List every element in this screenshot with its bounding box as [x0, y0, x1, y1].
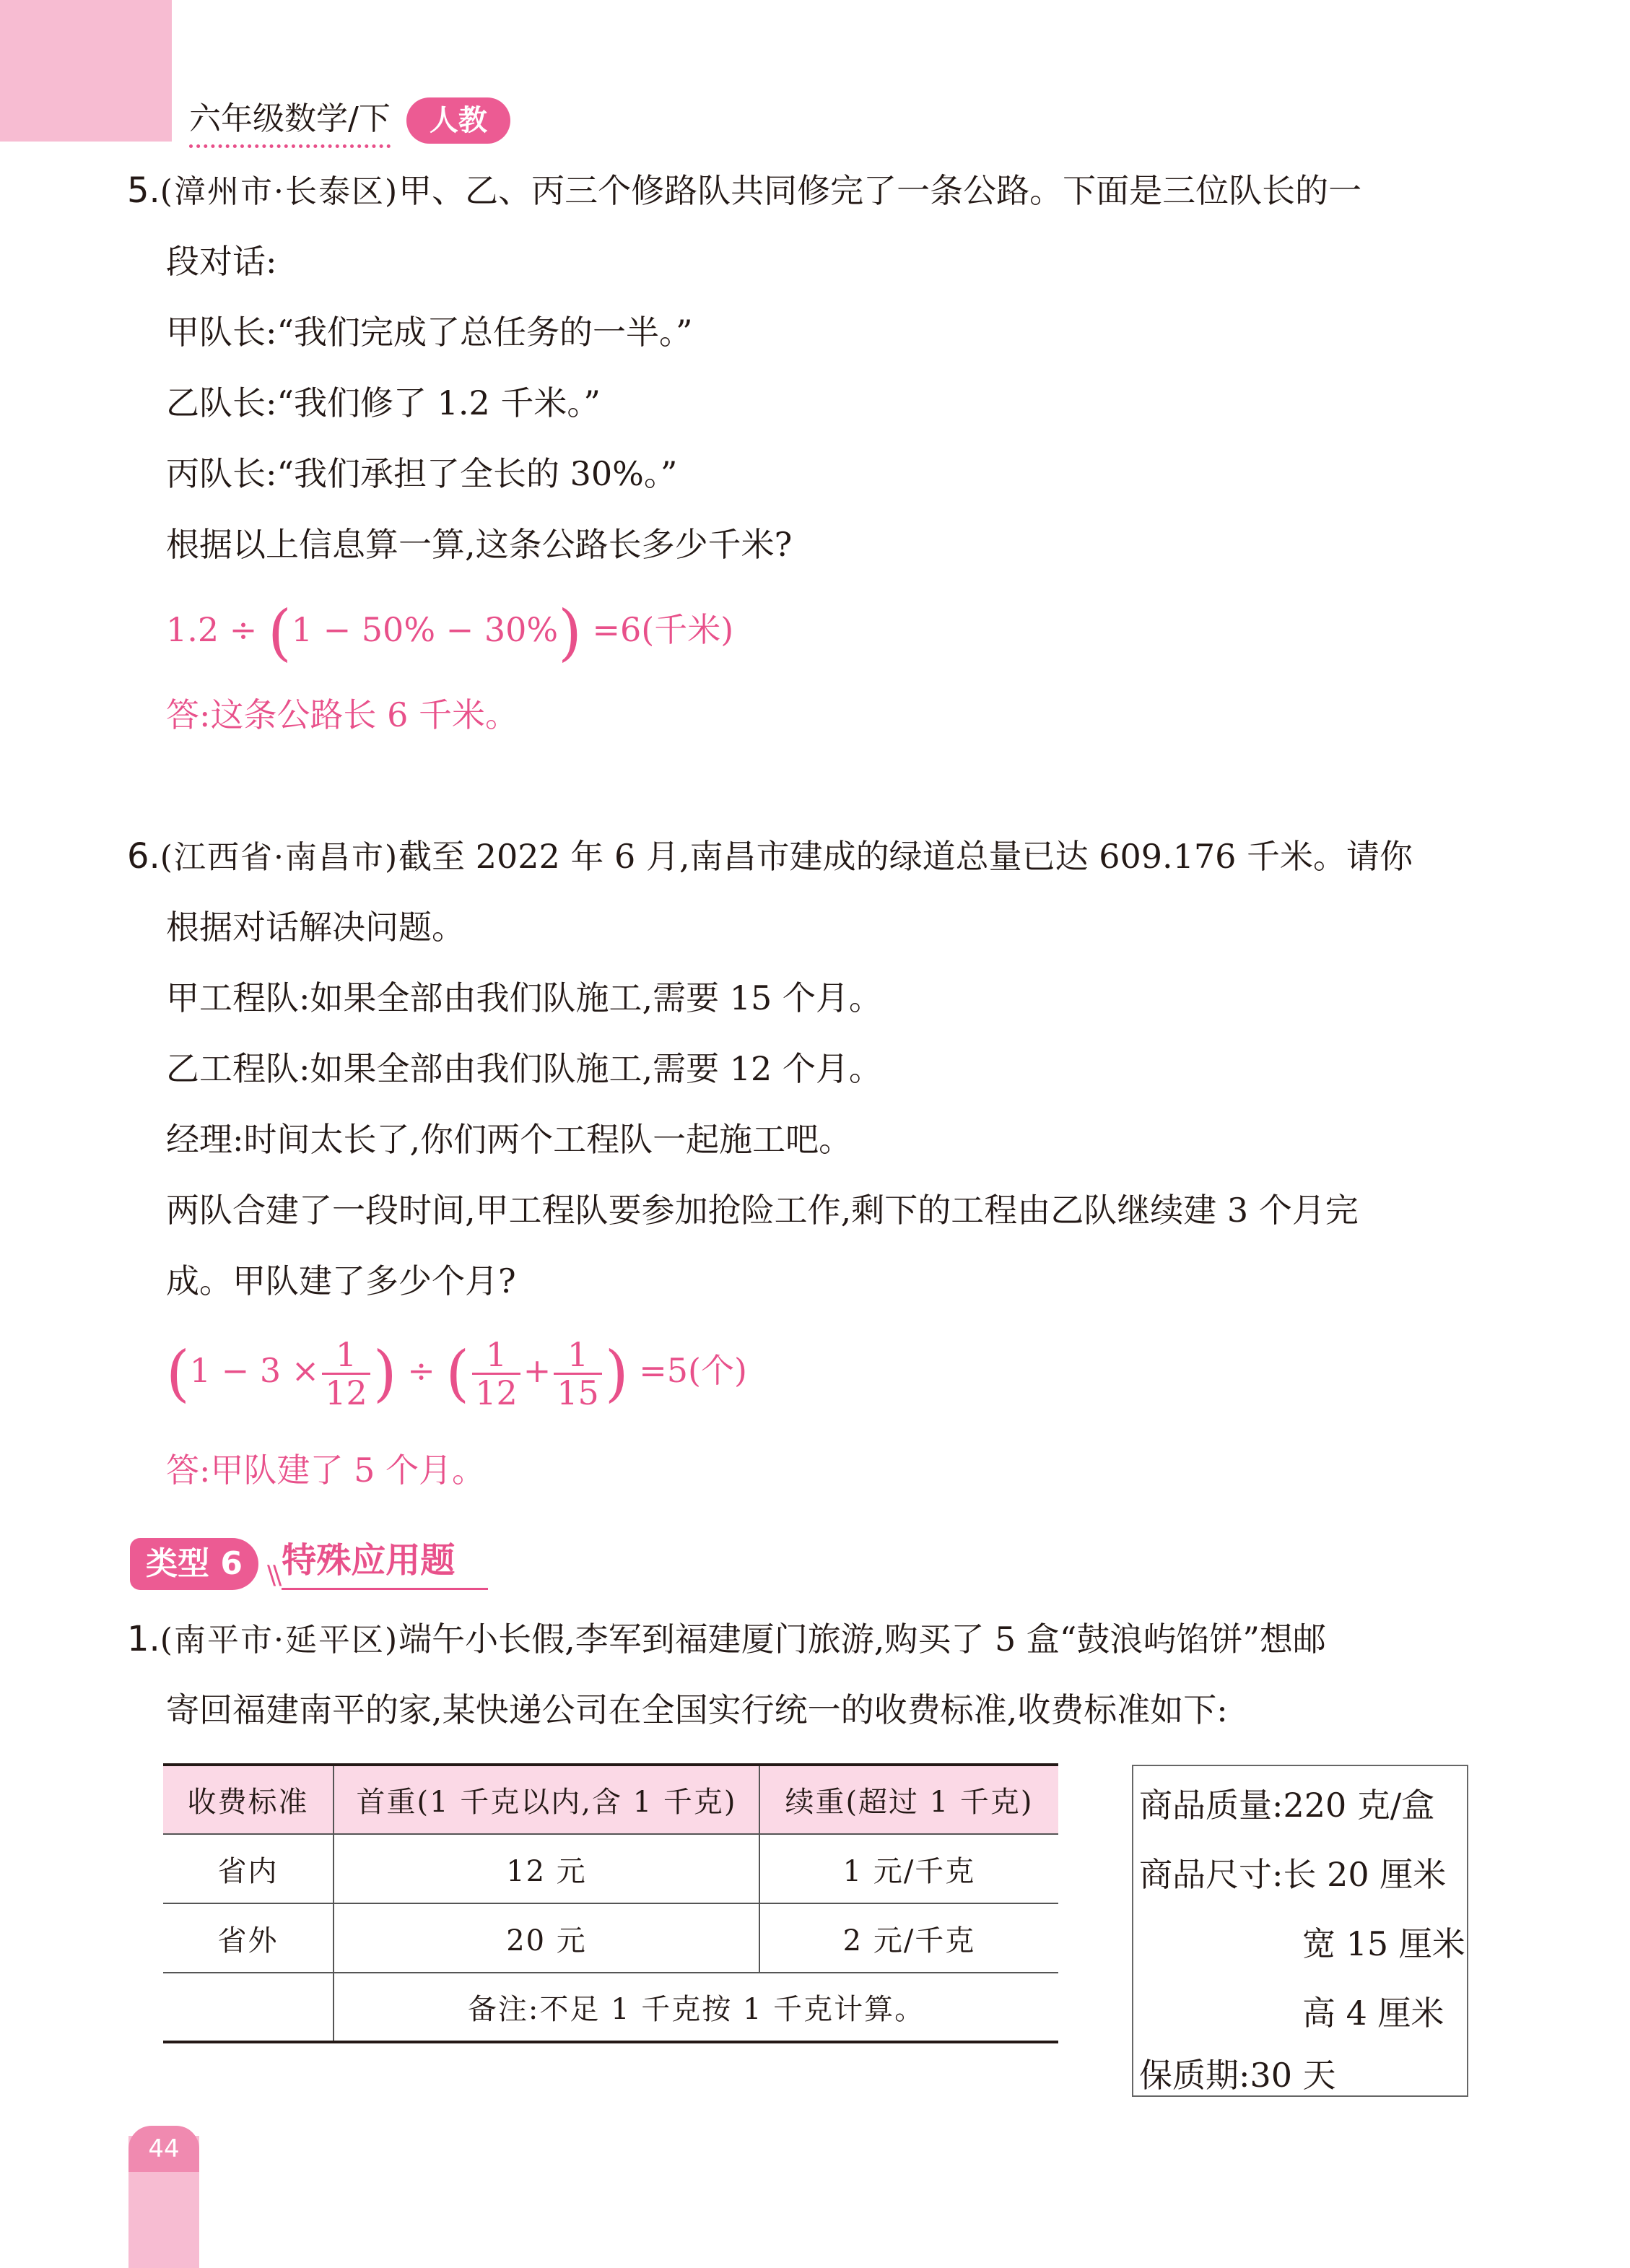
type-6-heading: [130, 1532, 488, 1590]
edition-badge: 人教: [406, 97, 510, 144]
product-info-box: [1132, 1765, 1468, 2097]
t6q1-source: (南平市·延平区): [160, 1622, 399, 1659]
header-cell: 续重(超过 1 千克): [759, 1765, 1058, 1834]
q5-answer: 答:这条公路长 6 千米。: [166, 695, 519, 734]
table-note: 备注:不足 1 千克按 1 千克计算。: [334, 1973, 1058, 2042]
q6-line1: [127, 835, 1413, 879]
page-header: [189, 92, 510, 148]
type-badge: 类型 6: [130, 1538, 258, 1590]
product-shelf-life: 保质期:30 天: [1139, 2056, 1336, 2095]
header-cell: 首重(1 千克以内,含 1 千克): [334, 1765, 759, 1834]
q5-source: (漳州市·长泰区): [160, 173, 399, 210]
q5-number: 5.: [127, 170, 160, 211]
book-title: 六年级数学/下: [189, 92, 391, 148]
fraction-1-15: $\frac{1}{15}$: [554, 1337, 602, 1411]
table-row: [163, 1834, 1058, 1903]
product-size: 商品尺寸:长 20 厘米: [1139, 1855, 1447, 1894]
table-cell: 省内: [163, 1834, 334, 1903]
table-cell: 20 元: [334, 1903, 759, 1973]
q5-formula: 1.2 ÷ (1 − 50% − 30%) =6(千米): [166, 597, 734, 668]
table-row: [163, 1973, 1058, 2042]
fraction-1-12-a: $\frac{1}{12}$: [322, 1337, 370, 1411]
q6-line2: 根据对话解决问题。: [166, 908, 465, 947]
q5-question: 根据以上信息算一算,这条公路长多少千米?: [166, 525, 793, 564]
table-cell: 2 元/千克: [759, 1903, 1058, 1973]
corner-tab-decoration: [0, 0, 172, 142]
q6-source: (江西省·南昌市): [160, 839, 399, 876]
q5-dialog-1: 甲队长:“我们完成了总任务的一半。”: [166, 313, 693, 352]
q5-dialog-3: 丙队长:“我们承担了全长的 30%。”: [166, 454, 678, 493]
product-height: 高 4 厘米: [1302, 1994, 1444, 2033]
slash-decoration: \\: [266, 1560, 279, 1590]
q6-dialog-1: 甲工程队:如果全部由我们队施工,需要 15 个月。: [166, 978, 882, 1017]
q6-number: 6.: [127, 836, 160, 877]
table-row: [163, 1903, 1058, 1973]
product-weight: 商品质量:220 克/盒: [1139, 1786, 1435, 1825]
page-number: 44: [128, 2126, 199, 2172]
header-cell: 收费标准: [163, 1765, 334, 1834]
q6-formula: (1 − 3 × $\frac{1}{12}$ ) ÷ ( $\frac{1}{12}$ + $\frac{1}{15}$ ) =5(个): [166, 1334, 747, 1412]
q6-dialog-2: 乙工程队:如果全部由我们队施工,需要 12 个月。: [166, 1049, 882, 1088]
t6q1-text1: 端午小长假,李军到福建厦门旅游,购买了 5 盒“鼓浪屿馅饼”想邮: [398, 1620, 1326, 1659]
q6-dialog-3: 经理:时间太长了,你们两个工程队一起施工吧。: [166, 1120, 853, 1159]
table-cell-empty: [163, 1973, 334, 2042]
t6q1-number: 1.: [127, 1619, 160, 1659]
q6-line3: 两队合建了一段时间,甲工程队要参加抢险工作,剩下的工程由乙队继续建 3 个月完: [166, 1191, 1359, 1230]
table-cell: 12 元: [334, 1834, 759, 1903]
type-title: 特殊应用题: [282, 1532, 488, 1590]
table-cell: 省外: [163, 1903, 334, 1973]
fee-table-header: [163, 1765, 1058, 1834]
table-cell: 1 元/千克: [759, 1834, 1058, 1903]
q6-line4: 成。甲队建了多少个月?: [166, 1261, 516, 1300]
q5-line1: [127, 169, 1361, 214]
q5-text1: 甲、乙、丙三个修路队共同修完了一条公路。下面是三位队长的一: [398, 171, 1362, 210]
q5-line2: 段对话:: [166, 242, 277, 281]
product-width: 宽 15 厘米: [1302, 1924, 1465, 1963]
fraction-1-12-b: $\frac{1}{12}$: [472, 1337, 520, 1411]
fee-table: [163, 1763, 1058, 2043]
q6-text1: 截至 2022 年 6 月,南昌市建成的绿道总量已达 609.176 千米。请你: [398, 837, 1413, 876]
t6q1-line1: [127, 1617, 1326, 1662]
q5-dialog-2: 乙队长:“我们修了 1.2 千米。”: [166, 383, 601, 422]
q6-answer: 答:甲队建了 5 个月。: [166, 1451, 486, 1490]
t6q1-line2: 寄回福建南平的家,某快递公司在全国实行统一的收费标准,收费标准如下:: [166, 1690, 1228, 1729]
